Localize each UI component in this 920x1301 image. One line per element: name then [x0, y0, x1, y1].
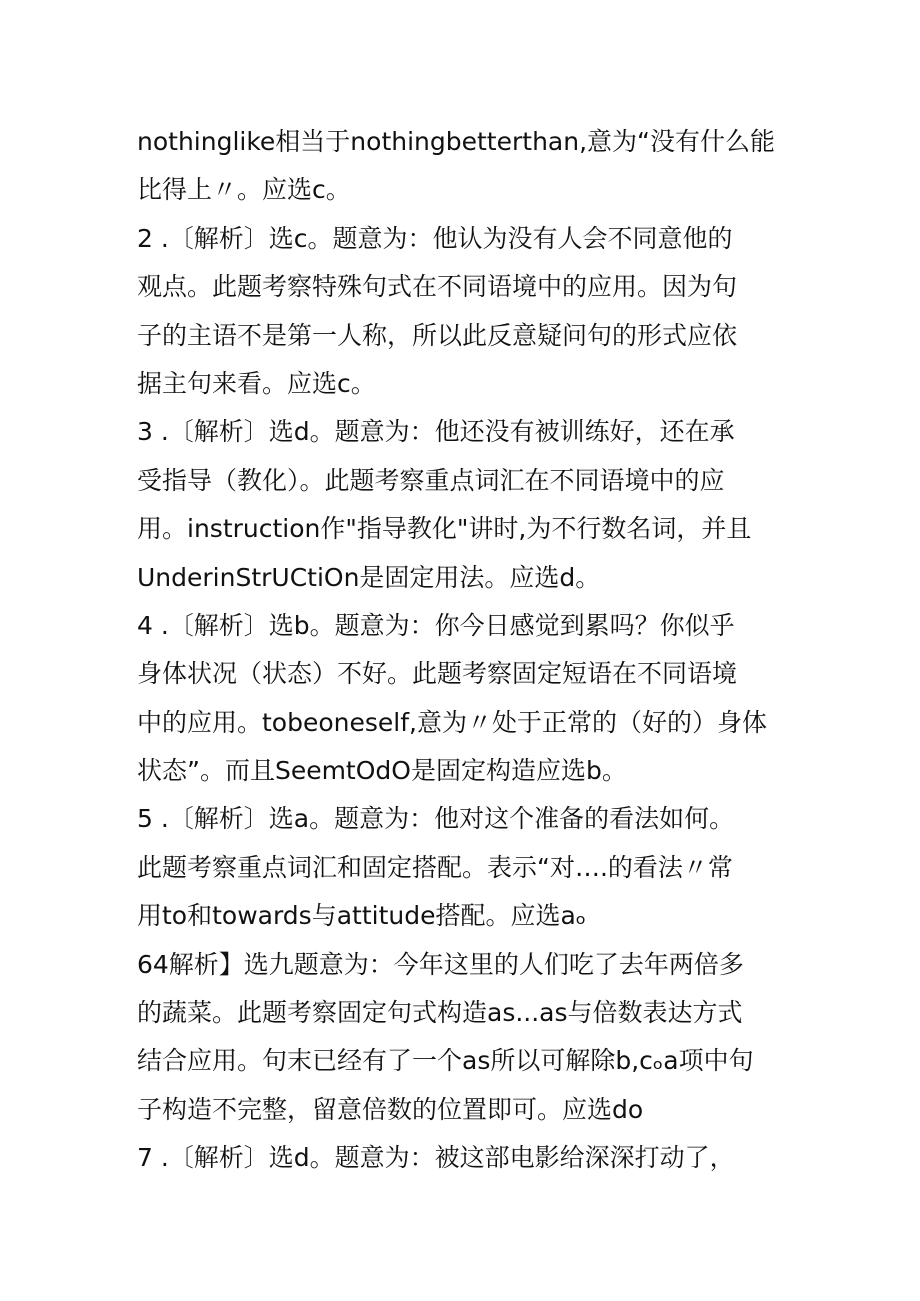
text-line: 观点。此题考察特殊句式在不同语境中的应用。因为句 — [137, 272, 738, 302]
text-line: 5 .〔解析〕选a。题意为：他对这个准备的看法如何。 — [137, 804, 735, 834]
text-line: 7 .〔解析〕选d。题意为：被这部电影给深深打动了， — [137, 1143, 735, 1173]
text-line: 中的应用。tobeoneself,意为〃处于正常的（好的）身体 — [137, 707, 767, 737]
answer-explanations-text — [137, 118, 787, 1183]
text-line: 据主句来看。应选c。 — [137, 368, 376, 398]
text-line: 受指导（教化）。此题考察重点词汇在不同语境中的应 — [137, 465, 725, 495]
text-line: UnderinStrUCtiOn是固定用法。应选d。 — [137, 562, 601, 592]
text-line: nothinglike相当于nothingbetterthan,意为“没有什么能 — [137, 127, 775, 156]
text-line: 身体状况（状态）不好。此题考察固定短语在不同语境 — [137, 659, 738, 689]
text-line: 4 .〔解析〕选b。题意为：你今日感觉到累吗？你似乎 — [137, 610, 735, 640]
text-line: 的蔬菜。此题考察固定句式构造as...as与倍数表达方式 — [137, 998, 743, 1028]
text-line: 用。instruction作"指导教化"讲时,为不行数名词，并且 — [137, 514, 752, 544]
text-line: 状态”。而且SeemtOdO是固定构造应选b。 — [137, 756, 627, 786]
text-line: 此题考察重点词汇和固定搭配。表示“对….的看法〃常 — [137, 852, 733, 882]
text-line: 3 .〔解析〕选d。题意为：他还没有被训练好，还在承 — [137, 417, 735, 447]
text-line: 结合应用。句末已经有了一个as所以可解除b,cₒa项中句 — [137, 1046, 754, 1076]
text-line: 用to和towards与attitude搭配。应选aₒ — [137, 901, 587, 931]
text-line: 子构造不完整，留意倍数的位置即可。应选do — [137, 1094, 644, 1124]
text-line: 子的主语不是第一人称，所以此反意疑问句的形式应依 — [137, 320, 738, 350]
text-line: 比得上〃。应选c。 — [137, 175, 351, 205]
text-line: 2 .〔解析〕选c。题意为：他认为没有人会不同意他的 — [137, 223, 733, 253]
text-line: 64解析】选九题意为：今年这里的人们吃了去年两倍多 — [137, 949, 744, 979]
